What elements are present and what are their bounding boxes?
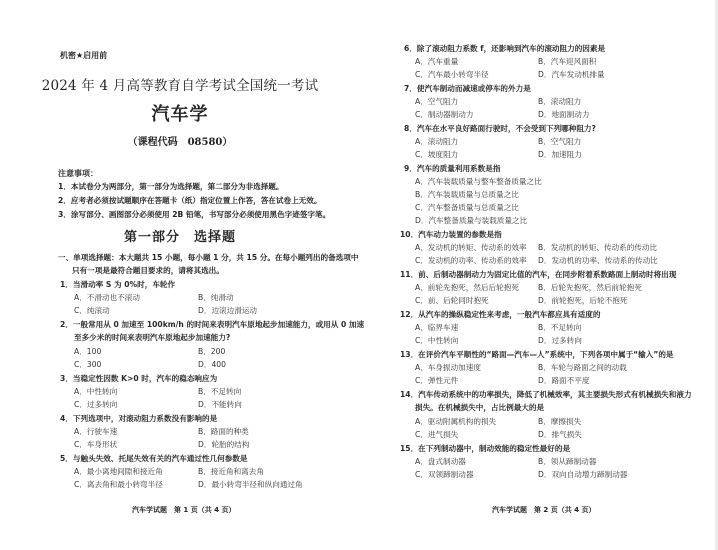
section-instructions: 只有一项是最符合题目要求的，请将其选出。 xyxy=(72,266,224,275)
course-code: （课程代码 08580） xyxy=(127,137,233,148)
option-a: A．不滑动也不滚动 xyxy=(74,293,140,302)
option-d: D．最小转弯半径和纵向通过角 xyxy=(198,480,303,489)
section-instructions: 一、单项选择题：本大题共 15 小题，每小题 1 分，共 15 分。在每小题列出的备选项中 xyxy=(58,253,359,262)
option-a: A．汽车重量 xyxy=(415,57,459,66)
option-b: B．空气阻力 xyxy=(538,137,582,146)
option-c: C．中性转向 xyxy=(415,336,459,345)
option-c: C．汽车整备质量与总质量之比 xyxy=(415,203,520,212)
option-a: A．前轮先抱死，然后后轮抱死 xyxy=(415,283,519,292)
option-a: A．盘式制动器 xyxy=(415,457,466,466)
option-d: D．汽车发动机排量 xyxy=(538,70,605,79)
option-d: D．排气损失 xyxy=(538,430,582,439)
option-c: C．制动器制动力 xyxy=(415,110,474,119)
option-c: C．离去角和最小转弯半径 xyxy=(74,480,163,489)
option-c: C．汽车最小转弯半径 xyxy=(415,70,489,79)
option-b: B．不足转向 xyxy=(538,323,582,332)
option-a: A．发动机的转矩、传动系的效率 xyxy=(415,243,527,252)
confidential-mark: 机密★启用前 xyxy=(60,51,108,60)
question-stem: 12．从汽车的操纵稳定性来考虑，一般汽车都应具有适度的 xyxy=(400,310,601,319)
question-stem: 6．除了滚动阻力系数 f，还影响到汽车的滚动阻力的因素是 xyxy=(404,44,606,53)
option-d: D．400 xyxy=(198,360,226,369)
option-c: C．车身形状 xyxy=(74,440,118,449)
part-title: 第一部分 选择题 xyxy=(123,230,236,245)
option-b: B．200 xyxy=(198,347,226,356)
question-stem: 11．前、后制动器制动力为固定比值的汽车，在同步附着系数路面上制动时将出现 xyxy=(400,270,677,279)
option-c: C．纯滚动 xyxy=(74,306,110,315)
option-b: B．领从蹄制动器 xyxy=(538,457,597,466)
question-stem: 10．汽车动力装置的参数是指 xyxy=(400,230,502,239)
notice-item: 2．应考者必须按试题顺序在答题卡（纸）指定位置上作答，答在试卷上无效。 xyxy=(58,196,322,205)
option-d: D．过多转向 xyxy=(538,336,582,345)
exam-title: 2024 年 4 月高等教育自学考试全国统一考试 xyxy=(41,78,319,94)
option-c: C．发动机的功率、传动系的效率 xyxy=(415,256,527,265)
option-b: B．摩擦损失 xyxy=(538,417,582,426)
option-a: A．100 xyxy=(74,347,102,356)
question-stem: 9．汽车的质量利用系数是指 xyxy=(404,164,501,173)
option-d: D．加速阻力 xyxy=(538,150,582,159)
option-d: D．汽车整备质量与装载质量之比 xyxy=(415,216,528,225)
option-c: C．前、后轮同时抱死 xyxy=(415,296,489,305)
question-stem: 4．下列选项中，对滚动阻力系数没有影响的是 xyxy=(60,414,218,423)
option-b: B．接近角和离去角 xyxy=(198,467,264,476)
question-stem: 损失。在机械损失中，占比例最大的是 xyxy=(415,403,545,412)
question-stem: 2．一般常用从 0 加速至 100km/h 的时间来表明汽车原地起步加速能力，或用从 0 加速 xyxy=(60,320,365,329)
option-d: D．地面制动力 xyxy=(538,110,590,119)
option-d: D．路面不平度 xyxy=(538,376,590,385)
option-a: A．最小离地间隙和接近角 xyxy=(74,467,163,476)
option-b: B．发动机的转矩、传动系的传动比 xyxy=(538,243,658,252)
question-stem: 至多少米的时间来表明汽车原地起步加速能力? xyxy=(74,333,231,342)
option-d: D．前轮抱死，后轮不抱死 xyxy=(538,296,628,305)
option-a: A．中性转向 xyxy=(74,387,118,396)
option-c: C．弹性元件 xyxy=(415,376,459,385)
question-stem: 3．当稳定性因数 K>0 时，汽车的稳态响应为 xyxy=(60,374,218,383)
option-c: C．进气损失 xyxy=(415,430,459,439)
question-stem: 5．与触头失效、托尾失效有关的汽车通过性几何参数是 xyxy=(60,454,248,463)
question-stem: 14．汽车传动系统中的功率损失，降低了机械效率，其主要损失形式有机械损失和液力 xyxy=(400,390,692,399)
option-b: B．后轮先抱死，然后前轮抱死 xyxy=(538,283,642,292)
option-a: A．临界车速 xyxy=(415,323,459,332)
question-stem: 7．使汽车制动而减速或停车的外力是 xyxy=(404,84,531,93)
option-b: B．滚动阻力 xyxy=(538,97,582,106)
option-b: B．车轮与路面之间的动载 xyxy=(538,363,627,372)
option-a: A．空气阻力 xyxy=(415,97,459,106)
option-d: D．双向自动增力蹄制动器 xyxy=(538,470,628,479)
question-stem: 8．汽车在水平良好路面行驶时，不会受到下列哪种阻力? xyxy=(404,124,596,133)
question-stem: 13．在评价汽车平顺性的“路面—汽车—人”系统中，下列各项中属于“输入”的是 xyxy=(400,350,674,359)
option-d: D．边滚边滑运动 xyxy=(198,306,258,315)
option-d: D．轮胎的结构 xyxy=(198,440,250,449)
option-b: B．汽车装载质量与总质量之比 xyxy=(415,190,519,199)
question-stem: 15．在下列制动器中，制动效能的稳定性最好的是 xyxy=(400,444,571,453)
option-b: B．路面的种类 xyxy=(198,427,249,436)
question-stem: 1．当滑动率 S 为 0%时，车轮作 xyxy=(60,280,176,289)
notice-heading: 注意事项： xyxy=(58,169,98,178)
notice-item: 3．涂写部分、画图部分必须使用 2B 铅笔，书写部分必须使用黑色字迹签字笔。 xyxy=(58,210,331,219)
option-a: A．车身振动加速度 xyxy=(415,363,481,372)
option-c: C．双领蹄制动器 xyxy=(415,470,474,479)
option-a: A．行驶车速 xyxy=(74,427,118,436)
page-footer: 汽车学试题 第 1 页（共 4 页） xyxy=(132,506,236,514)
option-a: A．驱动附属机构的损失 xyxy=(415,417,497,426)
option-c: C．过多转向 xyxy=(74,400,118,409)
notice-item: 1．本试卷分为两部分，第一部分为选择题，第二部分为非选择题。 xyxy=(58,182,284,191)
option-b: B．纯滑动 xyxy=(198,293,234,302)
option-a: A．滚动阻力 xyxy=(415,137,459,146)
page-footer: 汽车学试题 第 2 页（共 4 页） xyxy=(492,506,596,514)
option-a: A．汽车装载质量与整车整备质量之比 xyxy=(415,177,542,186)
option-d: D．发动机的功率、传动系的传动比 xyxy=(538,256,658,265)
option-b: B．不足转向 xyxy=(198,387,242,396)
option-c: C．坡度阻力 xyxy=(415,150,459,159)
option-b: B．汽车迎风面积 xyxy=(538,57,597,66)
option-c: C．300 xyxy=(74,360,102,369)
subject-title: 汽车学 xyxy=(151,104,209,125)
exam-page-2 xyxy=(360,0,716,550)
option-d: D．不能转向 xyxy=(198,400,242,409)
